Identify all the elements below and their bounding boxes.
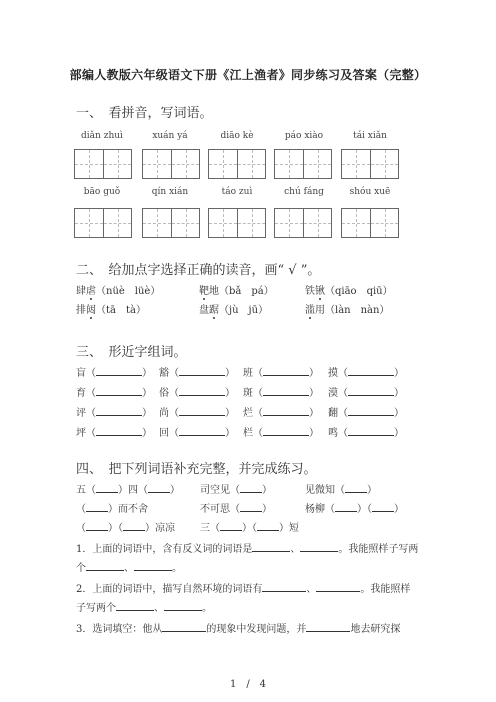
idiom-item[interactable]: 不可思（ ）: [200, 500, 272, 515]
question-3[interactable]: 3．选词填空：他从 的现象中发现问题，并 地去研究探: [76, 620, 400, 635]
idiom-item[interactable]: 五（ ）四（ ）: [76, 481, 180, 496]
reading-choice-item[interactable]: [199, 282, 274, 297]
word-group-item[interactable]: 盲（ ）: [76, 364, 152, 379]
writing-grid[interactable]: [274, 208, 332, 238]
item-text: 铁: [305, 286, 315, 297]
writing-grid[interactable]: [142, 149, 200, 179]
pinyin-label: táo zuì: [221, 187, 253, 197]
writing-grid[interactable]: [74, 208, 132, 238]
section-2-heading: 二、 给加点字选择正确的读音，画“ √ ”。: [76, 263, 321, 278]
question-2-cont[interactable]: 子写两个 、 。: [76, 599, 212, 614]
reading-choice-item[interactable]: [76, 301, 146, 316]
writing-grid[interactable]: [74, 149, 132, 179]
reading-choice-item[interactable]: [305, 282, 393, 297]
dotted-char: 踞: [209, 305, 219, 316]
section-4-heading: 四、 把下列词语补充完整，并完成练习。: [76, 462, 317, 477]
page-title: 部编人教版六年级语文下册《江上渔者》同步练习及答案（完整）: [69, 68, 427, 82]
word-group-item[interactable]: 翻（ ）: [328, 404, 404, 419]
writing-grid[interactable]: [208, 149, 266, 179]
idiom-item[interactable]: 杨柳（ ）（ ）: [305, 500, 404, 515]
pinyin-label: diāo kè: [220, 131, 254, 141]
idiom-item[interactable]: 见微知（ ）: [305, 481, 377, 496]
writing-grid[interactable]: [341, 149, 399, 179]
pinyin-label: qín xián: [151, 187, 189, 197]
item-text: 肆: [76, 286, 86, 297]
word-group-item[interactable]: 俗（ ）: [159, 384, 235, 399]
item-text: 排: [76, 305, 86, 316]
word-group-item[interactable]: 评（ ）: [76, 404, 152, 419]
word-group-item[interactable]: 摸（ ）: [328, 364, 404, 379]
dotted-char: 闼: [86, 305, 96, 316]
reading-options: （bǎ pá）: [219, 286, 274, 297]
pinyin-label: bāo guǒ: [83, 187, 121, 197]
reading-options: （làn nàn）: [325, 305, 390, 316]
section-3-heading: 三、 形近字组词。: [76, 345, 187, 360]
reading-options: （nüè lüè）: [96, 286, 161, 297]
pinyin-label: diǎn zhuì: [81, 131, 123, 141]
reading-choice-item[interactable]: [199, 301, 268, 316]
question-1-cont[interactable]: 个 、 。: [76, 559, 182, 574]
reading-options: （qiāo qiū）: [325, 286, 393, 297]
word-group-item[interactable]: 班（ ）: [243, 364, 319, 379]
word-group-item[interactable]: 回（ ）: [159, 424, 235, 439]
word-group-item[interactable]: 尚（ ）: [159, 404, 235, 419]
pinyin-label: shóu xuē: [349, 187, 391, 197]
idiom-item[interactable]: （ ）而不舍: [76, 500, 148, 515]
writing-grid[interactable]: [208, 208, 266, 238]
word-group-item[interactable]: 漠（ ）: [328, 384, 404, 399]
section-1-heading: 一、 看拼音，写词语。: [76, 106, 213, 121]
question-1[interactable]: 1．上面的词语中，含有反义词的词语是 、 。我能照样子写两: [76, 540, 418, 555]
writing-grid[interactable]: [274, 149, 332, 179]
word-group-item[interactable]: 鸣（ ）: [328, 424, 404, 439]
idiom-item[interactable]: 三（ ）（ ）短: [200, 519, 299, 534]
reading-options: （tā tà）: [96, 305, 146, 316]
word-group-item[interactable]: 斑（ ）: [243, 384, 319, 399]
item-text: 盘: [199, 305, 209, 316]
item-text: 地: [209, 286, 219, 297]
writing-grid[interactable]: [142, 208, 200, 238]
writing-grid[interactable]: [341, 208, 399, 238]
pinyin-label: páo xiào: [284, 131, 324, 141]
reading-choice-item[interactable]: [305, 301, 389, 316]
word-group-item[interactable]: 豁（ ）: [159, 364, 235, 379]
pinyin-label: chú fáng: [284, 187, 324, 197]
pinyin-label: xuán yá: [152, 131, 188, 141]
dotted-char: 锹: [315, 286, 325, 297]
dotted-char: 靶: [199, 286, 209, 297]
word-group-item[interactable]: 育（ ）: [76, 384, 152, 399]
dotted-char: 滥: [305, 305, 315, 316]
page-number: 1 / 4: [229, 679, 267, 690]
idiom-item[interactable]: 司空见（ ）: [200, 481, 272, 496]
idiom-item[interactable]: （ ）（ ）凉凉: [76, 519, 175, 534]
dotted-char: 虐: [86, 286, 96, 297]
word-group-item[interactable]: 栏（ ）: [243, 424, 319, 439]
reading-options: （jù jū）: [219, 305, 269, 316]
item-text: 用: [315, 305, 325, 316]
word-group-item[interactable]: 坪（ ）: [76, 424, 152, 439]
word-group-item[interactable]: 烂（ ）: [243, 404, 319, 419]
question-2[interactable]: 2．上面的词语中，描写自然环境的词语有 、 。我能照样: [76, 580, 410, 595]
pinyin-label: tái xiǎn: [353, 131, 387, 141]
reading-choice-item[interactable]: [76, 282, 160, 297]
